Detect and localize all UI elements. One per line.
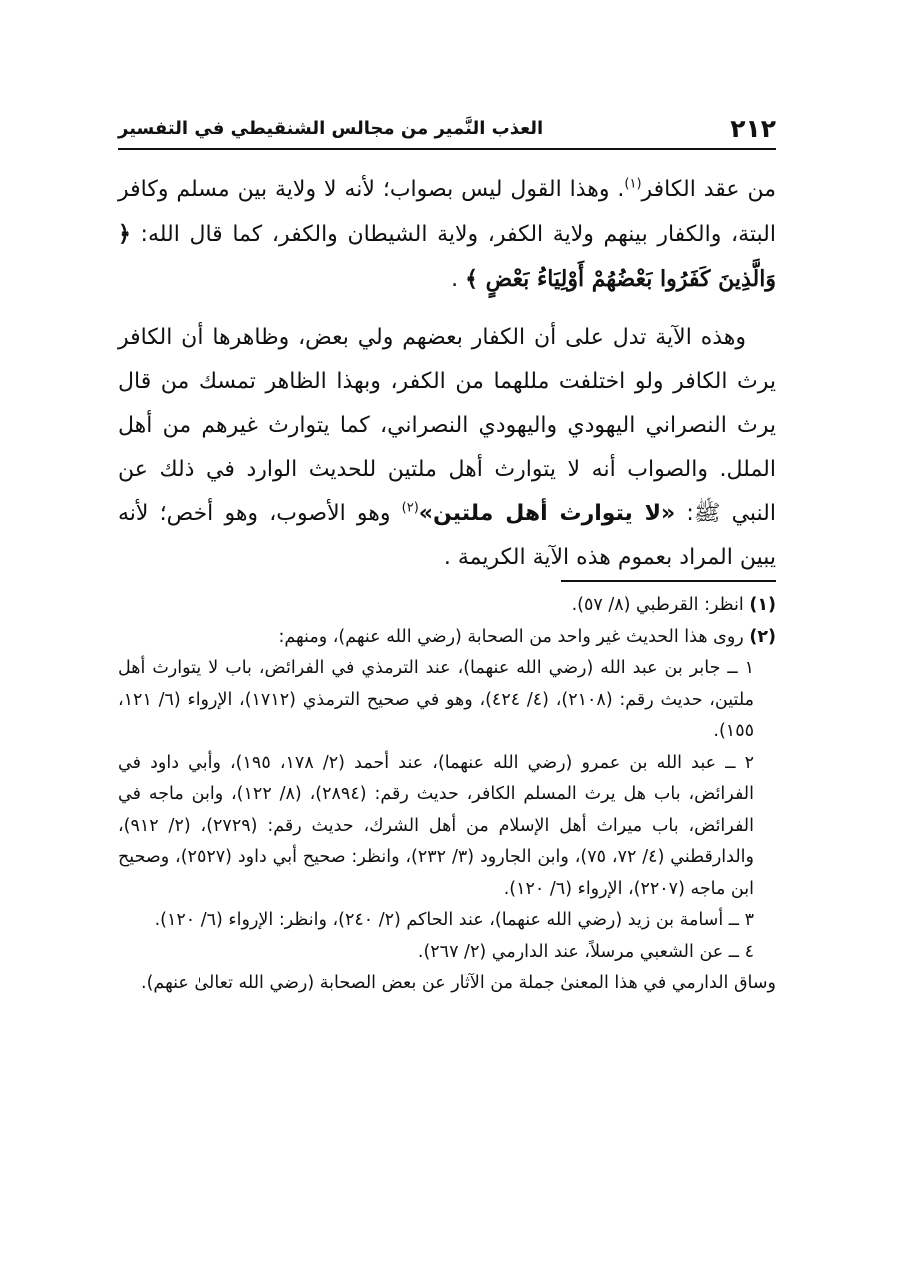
hadith-quote: «لا يتوارث أهل ملتين» (418, 501, 676, 526)
paragraph-1-end: . (451, 267, 466, 292)
footnote-1-marker: (١) (749, 595, 776, 615)
footnote-2-item-4: ٤ ــ عن الشعبي مرسلاً، عند الدارمي (٢/ ٢٦٧). (417, 941, 754, 962)
footnote-1-text: انظر: القرطبي (٨/ ٥٧). (571, 595, 750, 615)
footnote-2-item-2: ٢ ــ عبد الله بن عمرو (رضي الله عنهما)، عند أحمد (٢/ ١٧٨، ١٩٥)، وأبي داود في الفرائض، باب هل يرث المسلم الكافر، حديث رقم: (٢٨٩٤)، (٨/ ١٢٢)، وابن ماجه في الفرائض، باب ميراث أهل الإسلام من أهل الشرك، حديث رقم: (٢٧٢٩)، (٢/ ٩١٢)، والدارقطني (٤/ ٧٢، ٧٥)، وابن الجارود (٣/ ٢٣٢)، وانظر: صحيح أبي داود (٢٥٢٧)، وصحيح ابن ماجه (٢٢٠٧)، الإرواء (٦/ ١٢٠). (118, 752, 755, 899)
main-text (118, 168, 776, 580)
page-number: ٢١٢ (730, 113, 776, 143)
page-header (118, 108, 776, 150)
footnote-2-marker: (٢) (749, 626, 776, 647)
paragraph-2-end: وهو الأصوب، وهو أخص؛ لأنه يبين المراد بعموم هذه الآية الكريمة . (118, 501, 776, 570)
footnotes (118, 590, 776, 1000)
footnote-ref-1[interactable]: (١) (624, 176, 642, 192)
footnote-2-item-3: ٣ ــ أسامة بن زيد (رضي الله عنهما)، عند الحاكم (٢/ ٢٤٠)، وانظر: الإرواء (٦/ ١٢٠). (154, 910, 754, 930)
paragraph-2-text: وهذه الآية تدل على أن الكفار بعضهم ولي بعض، وظاهرها أن الكافر يرث الكافر ولو اختلفت مللهما من الكفر، وبهذا الظاهر تمسك من قال يرث النصراني اليهودي واليهودي النصراني، كما يتوارث غيرهم من أهل الملل. والصواب أنه لا يتوارث أهل ملتين للحديث الوارد في ذلك عن النبي ﷺ: (118, 325, 776, 526)
footnote-2-closing: وساق الدارمي في هذا المعنىٰ جملة من الآثار عن بعض الصحابة (رضي الله تعالىٰ عنهم). (141, 973, 776, 993)
footnote-2-text: روى هذا الحديث غير واحد من الصحابة (رضي الله عنهم)، ومنهم: (278, 626, 750, 647)
running-title: العذب النَّمير من مجالس الشنقيطي في التفسير (118, 117, 544, 139)
paragraph-1-start: من عقد الكافر (641, 177, 776, 202)
paragraph-1 (118, 168, 776, 302)
footnote-1 (118, 590, 776, 622)
paragraph-1-text: . وهذا القول ليس بصواب؛ لأنه لا ولاية بين مسلم وكافر البتة، والكفار بينهم ولاية الكفر، ولاية الشيطان والكفر، كما قال الله: (118, 177, 776, 247)
paragraph-2 (118, 316, 776, 580)
footnote-2 (118, 622, 776, 654)
quran-verse: ﴿ وَالَّذِينَ كَفَرُوا بَعْضُهُمْ أَوْلِيَاءُ بَعْضٍ ﴾ (118, 221, 776, 292)
footnote-2-item-1: ١ ــ جابر بن عبد الله (رضي الله عنهما)، عند الترمذي في الفرائض، باب لا يتوارث أهل ملتين، حديث رقم: (٢١٠٨)، (٤/ ٤٢٤)، وهو في صحيح الترمذي (١٧١٢)، الإرواء (٦/ ١٢١، ١٥٥). (118, 658, 754, 741)
footnote-separator (561, 580, 776, 582)
footnote-ref-2[interactable]: (٢) (401, 500, 419, 516)
